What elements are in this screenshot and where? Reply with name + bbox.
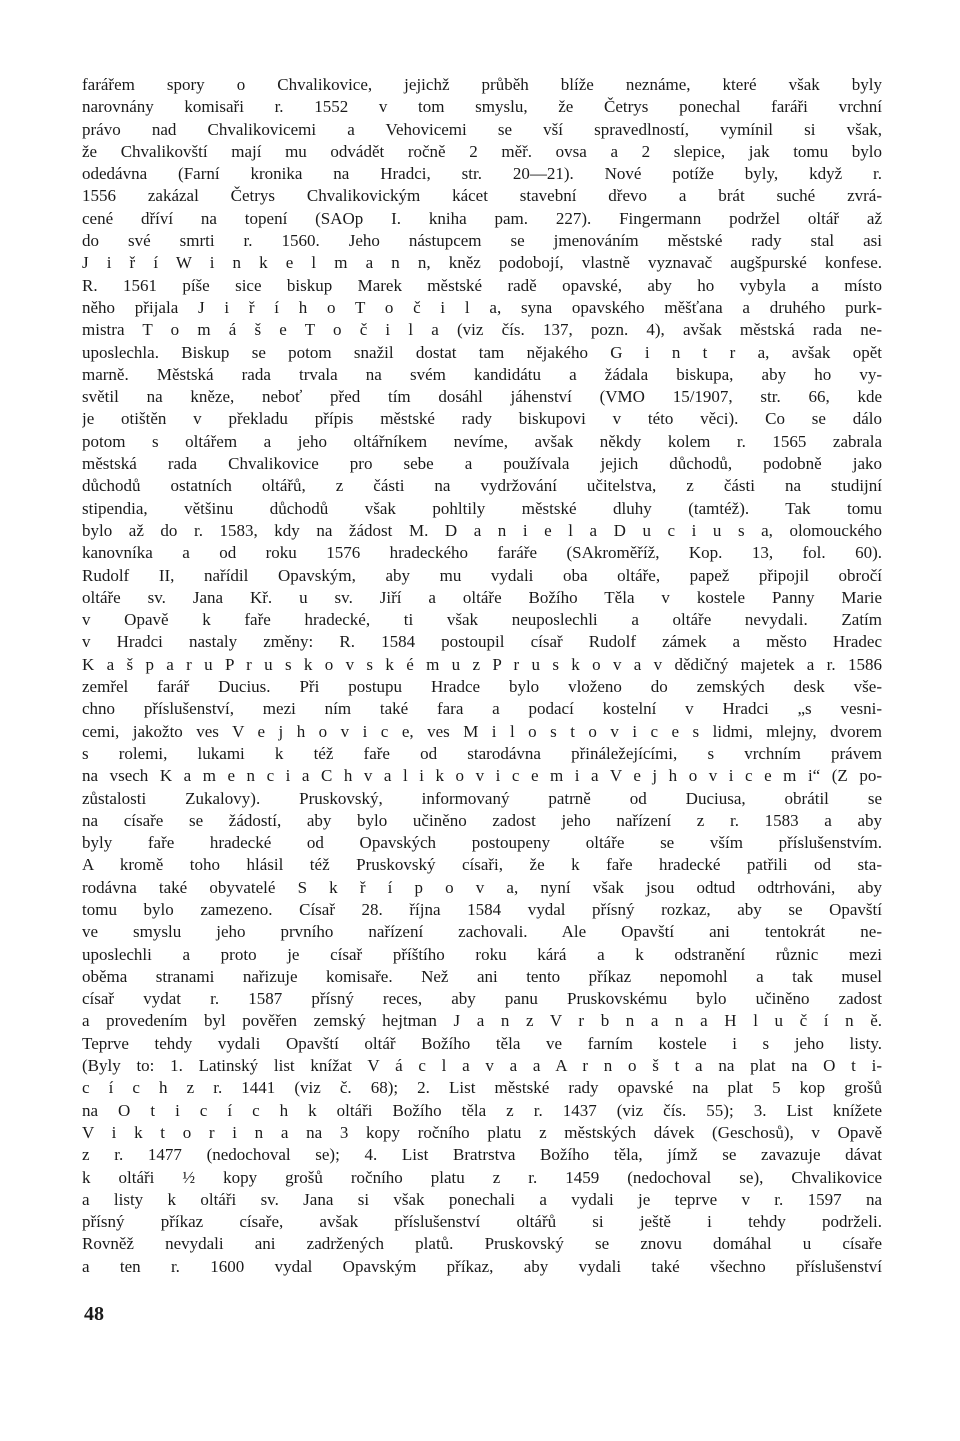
text-line: je otištěn v překladu přípis městské rady biskupovi v této věci). Co se dálo — [82, 409, 882, 429]
text-line: že Chvalikovští mají mu odvádět ročně 2 měř. ovsa a 2 slepice, jak tomu bylo — [82, 141, 882, 161]
text-line: chno příslušenství, mezi ním také fara a podací kostelní v Hradci „s vesni- — [82, 699, 882, 719]
text-line: stipendia, většinu důchodů však pohltily městské dluhy (tamtéž). Tak tomu — [82, 498, 882, 518]
text-line: k oltáři ½ kopy grošů ročního platu z r. 1459 (nedochoval se), Chvalikovice — [82, 1167, 882, 1187]
text-line: marně. Městská rada trvala na svém kandidátu a žádala biskupa, aby ho vy- — [82, 364, 882, 384]
text-line: v Hradci nastaly změny: R. 1584 postoupil císař Rudolf zámek a město Hradec — [82, 632, 882, 652]
text-line: právo nad Chvalikovicemi a Vehovicemi se vší spravedlností, vymínil si však, — [82, 119, 882, 139]
text-line: Teprve tehdy vydali Opavští oltář Božího těla ve farním kostele i s jeho listy. — [82, 1033, 882, 1053]
text-line: kanovníka a od roku 1576 hradeckého faráře (SAkroměříž, Kop. 13, fol. 60). — [82, 543, 882, 563]
text-line: oběma stranami nařizuje komisaře. Než ani tento příkaz nepomohl a tak musel — [82, 966, 882, 986]
text-line: A kromě toho hlásil též Pruskovský císaři, že k faře hradecké patřili od sta- — [82, 855, 882, 875]
text-line: uposlechli a proto je císař příštího roku kárá a k odstranění různic mezi — [82, 944, 882, 964]
text-line: odedávna (Farní kronika na Hradci, str. 20—21). Nové potíže byly, když r. — [82, 164, 882, 184]
text-line: K a š p a r u P r u s k o v s k é m u z P r u s k o v a v dědičný majetek a r. 1586 — [82, 654, 882, 674]
text-line: důchodů ostatních oltářů, z části na vydržování učitelstva, z části na studijní — [82, 476, 882, 496]
text-line: z r. 1477 (nedochoval se); 4. List Bratrstva Božího těla, jímž se zavazuje dávat — [82, 1145, 882, 1165]
text-line: (Byly to: 1. Latinský list knížat V á c l a v a a A r n o š t a na plat na O t i- — [82, 1056, 882, 1076]
text-line: něho přijala J i ř í h o T o č i l a, syna opavského měšťana a druhého purk- — [82, 297, 882, 317]
text-line: rodávna také obyvatelé S k ř í p o v a, nyní však jsou odtud odtrhováni, aby — [82, 877, 882, 897]
text-line: tomu bylo zamezeno. Císař 28. října 1584 vydal přísný rozkaz, aby se Opavští — [82, 899, 882, 919]
text-line: na císaře se žádostí, aby bylo učiněno zadost jeho nařízení z r. 1583 a aby — [82, 810, 882, 830]
text-line: císař vydat r. 1587 přísný reces, aby panu Pruskovskému bylo učiněno zadost — [82, 989, 882, 1009]
text-line: mistra T o m á š e T o č i l a (viz čís. 137, pozn. 4), avšak městská rada ne- — [82, 320, 882, 340]
text-line: zemřel farář Ducius. Při postupu Hradce bylo vloženo do zemských desk vše- — [82, 677, 882, 697]
text-line: farářem spory o Chvalikovice, jejichž průběh blíže neznáme, které však byly — [82, 75, 882, 94]
text-line: oltáře sv. Jana Kř. u sv. Jiří a oltáře Božího Těla v kostele Panny Marie — [82, 587, 882, 607]
page-number: 48 — [84, 1303, 104, 1325]
text-line: a ten r. 1600 vydal Opavským příkaz, aby vydali také všechno příslušenství — [82, 1256, 882, 1276]
text-line: a provedením byl pověřen zemský hejtman J a n z V r b n a n a H l u č í n ě. — [82, 1011, 882, 1031]
text-line: cené dříví na topení (SAOp I. kniha pam. 227). Fingermann podržel oltář až — [82, 208, 882, 228]
text-line: cemi, jakožto ves V e j h o v i c e, ves M i l o s t o v i c e s lidmi, mlejny, dvorem — [82, 721, 882, 741]
text-line: bylo až do r. 1583, kdy na žádost M. D a n i e l a D u c i u s a, olomouckého — [82, 520, 882, 540]
text-line: s rolemi, lukami k též faře od starodávna přináležejícími, s vrchním právem — [82, 743, 882, 763]
text-line: Rovněž nevydali ani zadržených platů. Pruskovský se znovu domáhal u císaře — [82, 1234, 882, 1254]
text-line: R. 1561 píše sice biskup Marek městské radě opavské, aby ho vybyla a místo — [82, 275, 882, 295]
text-line: 1556 zakázal Četrys Chvalikovickým kácet stavební dřevo a brát suché zvrá- — [82, 186, 882, 206]
text-line: ve smyslu jeho prvního nařízení zachovali. Ale Opavští ani tentokrát ne- — [82, 922, 882, 942]
text-line: v Opavě k faře hradecké, ti však neuposlechli a oltáře nevydali. Zatím — [82, 610, 882, 630]
text-line: c í c h z r. 1441 (viz č. 68); 2. List městské rady opavské na plat 5 kop grošů — [82, 1078, 882, 1098]
text-line: na O t i c í c h k oltáři Božího těla z r. 1437 (viz čís. 55); 3. List knížete — [82, 1100, 882, 1120]
text-line: uposlechla. Biskup se potom snažil dostat tam nějakého G i n t r a, avšak opět — [82, 342, 882, 362]
text-line: V i k t o r i n a na 3 kopy ročního platu z městských dávek (Geschosů), v Opavě — [82, 1122, 882, 1142]
text-line: J i ř í W i n k e l m a n n, kněz podobojí, vlastně vyznavač augšpurské konfese. — [82, 253, 882, 273]
text-line: Rudolf II, nařídil Opavským, aby mu vydali oba oltáře, papež připojil obročí — [82, 565, 882, 585]
text-line: a listy k oltáři sv. Jana si však ponechali a vydali je teprve v r. 1597 na — [82, 1189, 882, 1209]
text-line: městská rada Chvalikovice pro sebe a používala jejich důchodů, podobně jako — [82, 454, 882, 474]
text-line: světil na kněze, neboť před tím dosáhl jáhenství (VMO 15/1907, str. 66, kde — [82, 387, 882, 407]
text-line: potom s oltářem a jeho oltářníkem nevíme, avšak někdy kolem r. 1565 zabrala — [82, 431, 882, 451]
text-line: do své smrti r. 1560. Jeho nástupcem se jmenováním městské rady stal asi — [82, 231, 882, 251]
text-line: narovnány komisaři r. 1552 v tom smyslu, že Četrys ponechal faráři vrchní — [82, 97, 882, 117]
text-line: byly faře hradecké od Opavských postoupeny oltáře se vším příslušenstvím. — [82, 833, 882, 853]
text-line: na vsech K a m e n c i a C h v a l i k o v i c e m i a V e j h o v i c e m i“ (Z po- — [82, 766, 882, 786]
text-line: přísný příkaz císaře, avšak příslušenství oltářů si ještě i tehdy podrželi. — [82, 1212, 882, 1232]
text-line: zůstalosti Zukalovy). Pruskovský, informovaný patrně od Duciusa, obrátil se — [82, 788, 882, 808]
body-text — [82, 74, 882, 1278]
